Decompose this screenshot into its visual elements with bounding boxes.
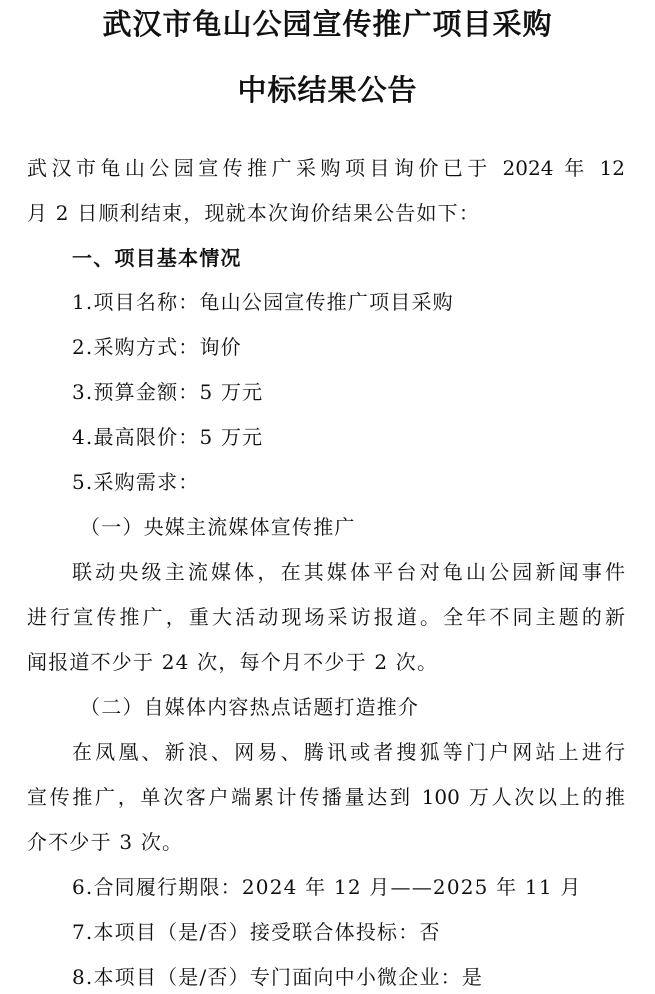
intro-paragraph-line-2: 月 2 日顺利结束，现就本次询价结果公告如下： — [27, 201, 481, 225]
central-media-paragraph-line-3: 闻报道不少于 24 次，每个月不少于 2 次。 — [27, 650, 439, 674]
item-procurement-requirements: 5.采购需求： — [72, 470, 200, 494]
intro-paragraph-line-1: 武汉市龟山公园宣传推广采购项目询价已于 2024 年 12 — [27, 156, 625, 180]
item-project-name: 1.项目名称：龟山公园宣传推广项目采购 — [72, 290, 454, 314]
subsection-heading-self-media: （二）自媒体内容热点话题打造推介 — [80, 695, 420, 719]
document-title-line-2: 中标结果公告 — [237, 73, 418, 107]
self-media-paragraph-line-1: 在凤凰、新浪、网易、腾讯或者搜狐等门户网站上进行 — [72, 740, 625, 764]
self-media-paragraph-line-2: 宣传推广，单次客户端累计传播量达到 100 万人次以上的推 — [27, 785, 625, 809]
central-media-paragraph-line-1: 联动央级主流媒体，在其媒体平台对龟山公园新闻事件 — [72, 560, 625, 584]
item-procurement-method: 2.采购方式：询价 — [72, 335, 242, 359]
item-max-price: 4.最高限价：5 万元 — [72, 425, 264, 449]
document-title-line-1: 武汉市龟山公园宣传推广项目采购 — [102, 7, 553, 41]
central-media-paragraph-line-2: 进行宣传推广，重大活动现场采访报道。全年不同主题的新 — [27, 605, 625, 629]
item-contract-period: 6.合同履行期限：2024 年 12 月——2025 年 11 月 — [72, 875, 582, 899]
item-consortium-bidding: 7.本项目（是/否）接受联合体投标：否 — [72, 920, 441, 944]
item-budget-amount: 3.预算金额：5 万元 — [72, 380, 264, 404]
subsection-heading-central-media: （一）央媒主流媒体宣传推广 — [80, 515, 356, 539]
item-small-business-only: 8.本项目（是/否）专门面向中小微企业：是 — [72, 965, 484, 989]
self-media-paragraph-line-3: 介不少于 3 次。 — [27, 830, 184, 854]
section-heading-basic-info: 一、项目基本情况 — [72, 246, 242, 270]
